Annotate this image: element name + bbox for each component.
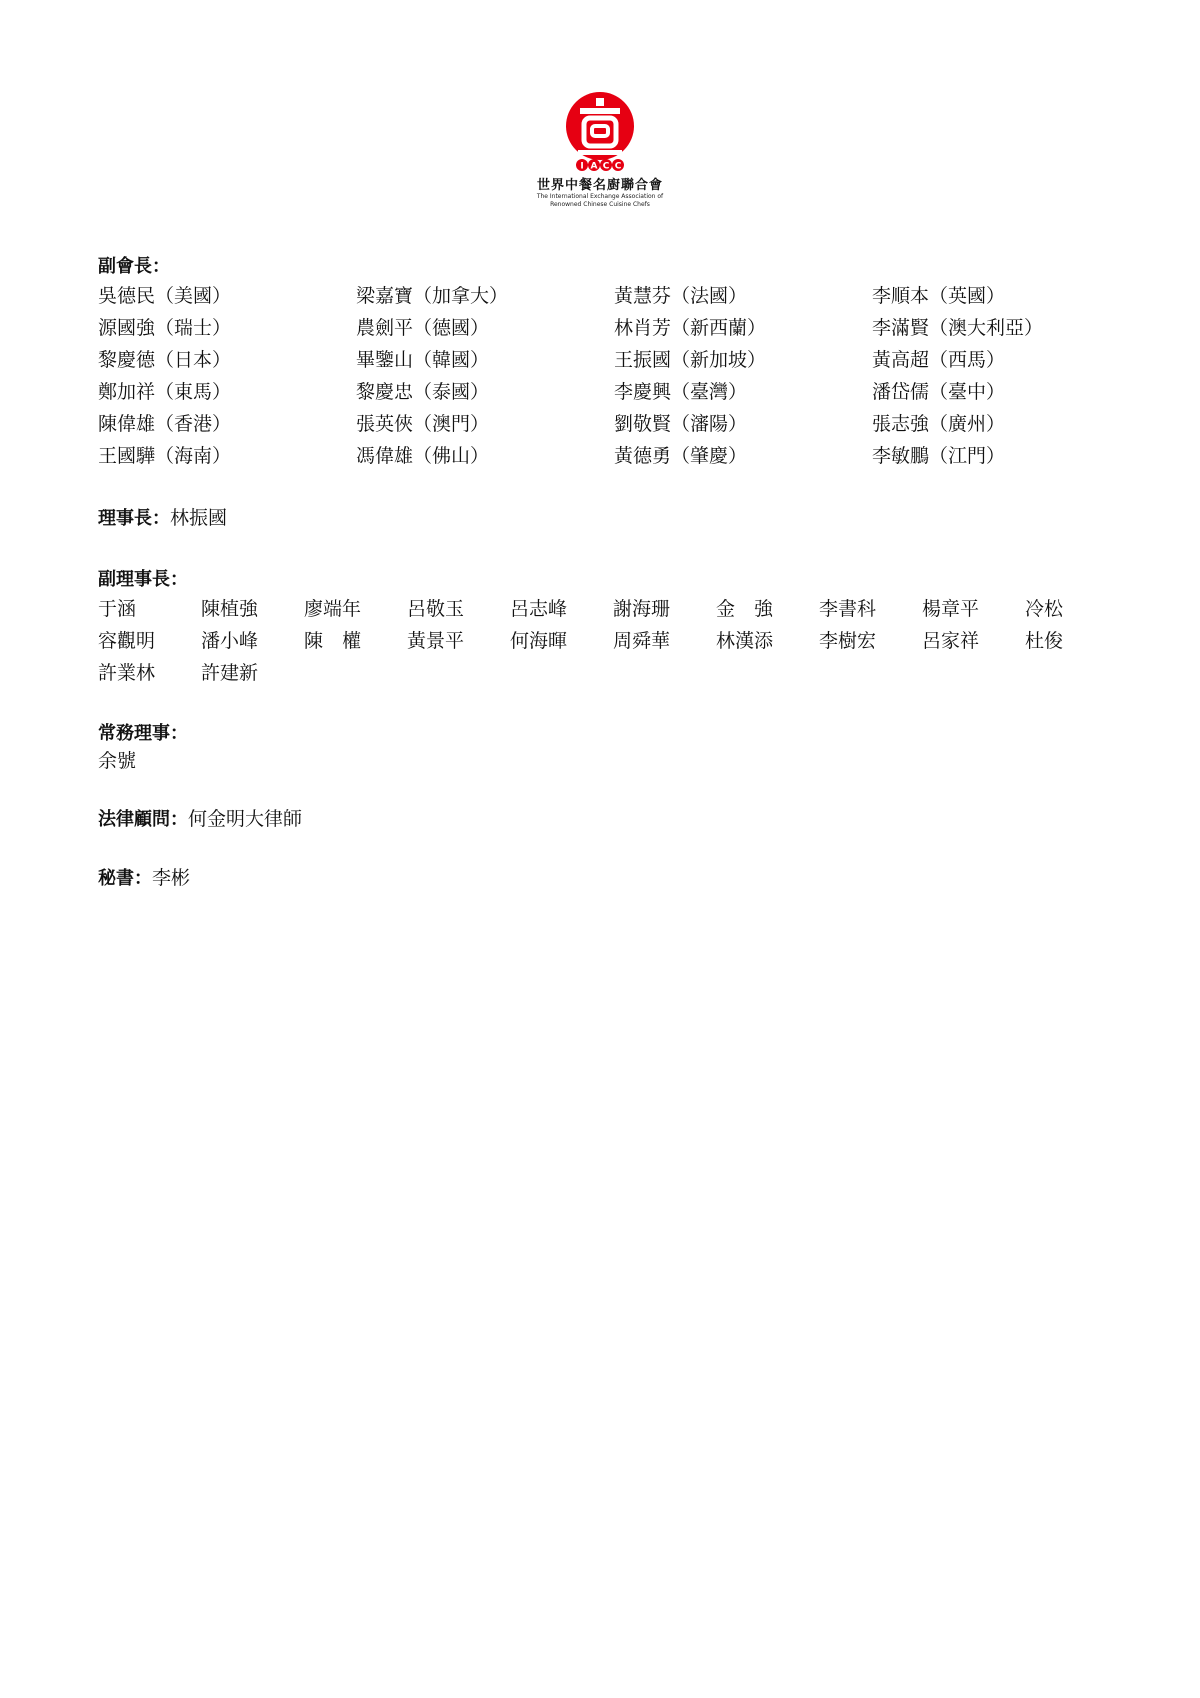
vice-chairman-name: 冷松 — [1025, 598, 1064, 620]
vice-chairman-name: 廖端年 — [304, 598, 362, 620]
legal-advisor-section — [98, 803, 1108, 836]
chairman-label: 理事長： — [98, 508, 170, 529]
vice-chairman-name: 于涵 — [98, 598, 137, 620]
svg-text:C: C — [614, 161, 622, 172]
vice-president-name: 劉敬賢（瀋陽） — [614, 413, 748, 435]
vice-presidents-label: 副會長： — [98, 256, 170, 277]
vice-president-name: 張志強（廣州） — [872, 413, 1006, 435]
vice-presidents-grid — [98, 280, 1108, 472]
vice-chairman-name: 陳 權 — [304, 630, 362, 652]
chairman-name: 林振國 — [170, 507, 228, 529]
standing-directors-section — [98, 719, 1108, 777]
vice-president-name: 黃德勇（肇慶） — [614, 445, 748, 467]
org-name-zh: 世界中餐名廚聯合會 — [536, 178, 663, 193]
vice-chairman-name: 呂志峰 — [510, 598, 568, 620]
vice-president-name: 潘岱儒（臺中） — [872, 381, 1006, 403]
vice-chairman-name: 李樹宏 — [819, 630, 877, 652]
vice-chairman-name: 呂敬玉 — [407, 598, 465, 620]
vice-chairman-name: 謝海珊 — [613, 598, 671, 620]
standing-director-name: 余號 — [98, 750, 137, 772]
vice-president-name: 李敏鵬（江門） — [872, 445, 1006, 467]
chairman-section — [98, 502, 1108, 535]
vice-president-name: 李慶興（臺灣） — [614, 381, 748, 403]
secretary-section — [98, 862, 1108, 895]
vice-chairman-name: 陳植強 — [201, 598, 259, 620]
vice-chairman-name: 許建新 — [201, 662, 259, 684]
vice-presidents-section — [98, 252, 1108, 472]
vice-president-name: 黎慶德（日本） — [98, 349, 232, 371]
iacc-logo-icon — [558, 88, 642, 172]
vice-president-name: 黃高超（西馬） — [872, 349, 1006, 371]
vice-chairman-name: 周舜華 — [613, 630, 671, 652]
vice-president-name: 馮偉雄（佛山） — [356, 445, 490, 467]
vice-chairman-name: 容觀明 — [98, 630, 156, 652]
vice-president-name: 吳德民（美國） — [98, 285, 232, 307]
secretary-label: 秘書： — [98, 868, 152, 889]
svg-text:I: I — [580, 161, 584, 172]
vice-chairman-name: 金 強 — [716, 598, 774, 620]
vice-president-name: 畢鑒山（韓國） — [356, 349, 490, 371]
vice-chairman-name: 林漢添 — [716, 630, 774, 652]
svg-text:A: A — [590, 161, 598, 172]
svg-text:C: C — [602, 161, 610, 172]
vice-chairmen-grid — [98, 593, 1108, 689]
vice-president-name: 王振國（新加坡） — [614, 349, 767, 371]
vice-chairmen-label: 副理事長： — [98, 569, 188, 590]
org-name-en-line1: The International Exchange Association of — [536, 193, 664, 200]
vice-chairman-name: 潘小峰 — [201, 630, 259, 652]
vice-chairmen-section — [98, 565, 1108, 689]
vice-president-name: 黎慶忠（泰國） — [356, 381, 490, 403]
vice-chairman-name: 許業林 — [98, 662, 156, 684]
legal-advisor-name: 何金明大律師 — [188, 808, 303, 830]
vice-chairman-name: 杜俊 — [1025, 630, 1064, 652]
vice-president-name: 王國驊（海南） — [98, 445, 232, 467]
vice-president-name: 農劍平（德國） — [356, 317, 490, 339]
logo-block — [0, 88, 1200, 209]
vice-president-name: 源國強（瑞士） — [98, 317, 232, 339]
vice-president-name: 黃慧芬（法國） — [614, 285, 748, 307]
vice-chairman-name: 李書科 — [819, 598, 877, 620]
vice-chairman-name: 呂家祥 — [922, 630, 980, 652]
standing-directors-label: 常務理事： — [98, 723, 188, 744]
vice-president-name: 李順本（英國） — [872, 285, 1006, 307]
vice-president-name: 陳偉雄（香港） — [98, 413, 232, 435]
legal-advisor-label: 法律顧問： — [98, 809, 188, 830]
document-body — [98, 252, 1108, 895]
vice-president-name: 林肖芳（新西蘭） — [614, 317, 767, 339]
vice-chairman-name: 楊章平 — [922, 598, 980, 620]
vice-president-name: 張英俠（澳門） — [356, 413, 490, 435]
vice-chairman-name: 黃景平 — [407, 630, 465, 652]
vice-president-name: 鄭加祥（東馬） — [98, 381, 232, 403]
secretary-name: 李彬 — [152, 867, 191, 889]
vice-chairman-name: 何海暉 — [510, 630, 568, 652]
org-name-en-line2: Renowned Chinese Cuisine Chefs — [550, 201, 650, 208]
vice-president-name: 梁嘉寶（加拿大） — [356, 285, 509, 307]
vice-president-name: 李滿賢（澳大利亞） — [872, 317, 1044, 339]
